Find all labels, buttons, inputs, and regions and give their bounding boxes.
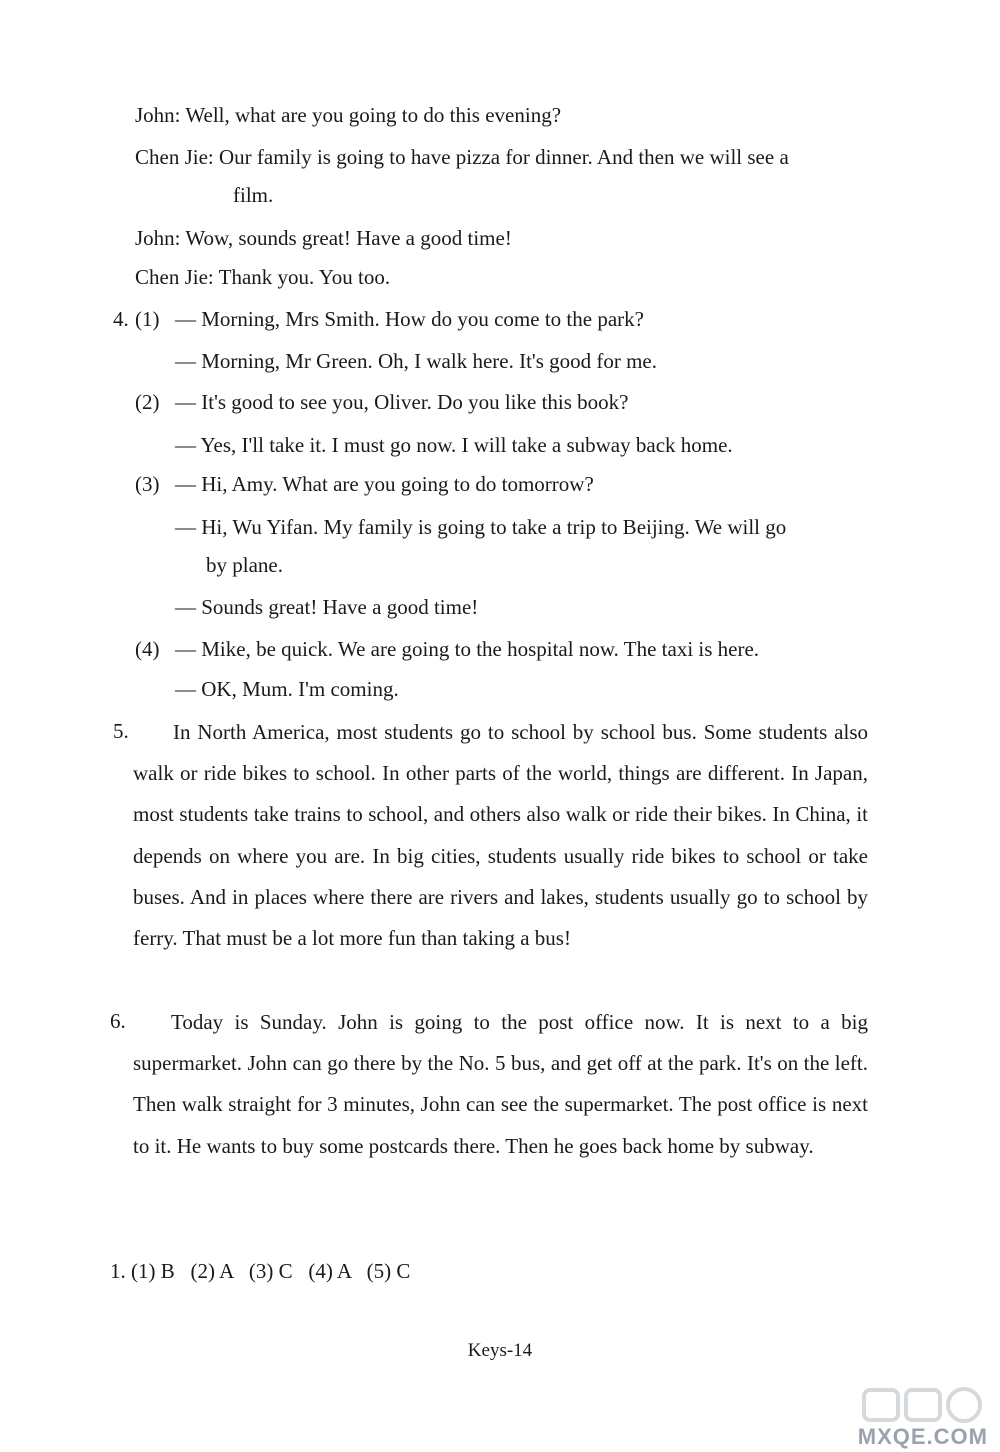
dialogue-line: — Sounds great! Have a good time! <box>175 595 479 619</box>
question-number: 4. <box>113 307 129 331</box>
dialogue-line: Chen Jie: Thank you. You too. <box>135 265 391 289</box>
page-footer: Keys-14 <box>467 1340 533 1361</box>
dialogue-line: Chen Jie: Our family is going to have pizza for dinner. And then we will see a <box>135 145 789 169</box>
dialogue-line: — OK, Mum. I'm coming. <box>175 677 399 701</box>
item-label: (4) <box>135 637 160 661</box>
dialogue-line: — It's good to see you, Oliver. Do you like this book? <box>175 390 629 414</box>
item-label: (3) <box>135 472 160 496</box>
dialogue-line: — Morning, Mrs Smith. How do you come to the park? <box>175 307 644 331</box>
question-number: 5. <box>113 719 129 743</box>
dialogue-line: — Hi, Amy. What are you going to do tomorrow? <box>175 472 594 496</box>
item-label: (2) <box>135 390 160 414</box>
dialogue-line: John: Wow, sounds great! Have a good time! <box>135 226 512 250</box>
answer-key: 1. (1) B (2) A (3) C (4) A (5) C <box>110 1259 411 1283</box>
question-number: 6. <box>110 1009 126 1033</box>
dialogue-line: — Mike, be quick. We are going to the hospital now. The taxi is here. <box>175 637 760 661</box>
dialogue-line: film. <box>233 183 274 207</box>
dialogue-line: — Morning, Mr Green. Oh, I walk here. It's good for me. <box>175 349 658 373</box>
dialogue-line: — Yes, I'll take it. I must go now. I will take a subway back home. <box>175 433 733 457</box>
passage-paragraph: Today is Sunday. John is going to the post office now. It is next to a big supermarket. John can go there by the No. 5 bus, and get off at the park. It's on the left. Then walk straight for 3 minutes, John can see the supermarket. The post office is next to it. He wants to buy some postcards there. Then he goes back home by subway. <box>133 1010 868 1158</box>
item-label: (1) <box>135 307 160 331</box>
passage-paragraph: In North America, most students go to school by school bus. Some students also walk or ride bikes to school. In other parts of the world, things are different. In Japan, most students take trains to school, and others also walk or ride their bikes. In China, it depends on where you are. In big cities, students usually ride bikes to school or take buses. And in places where there are rivers and lakes, students usually go to school by ferry. That must be a lot more fun than taking a bus! <box>133 720 868 951</box>
dialogue-line: by plane. <box>206 553 283 577</box>
dialogue-line: John: Well, what are you going to do this evening? <box>135 103 562 127</box>
watermark-text: MXQE.COM <box>857 1424 988 1449</box>
dialogue-line: — Hi, Wu Yifan. My family is going to take a trip to Beijing. We will go <box>175 515 787 539</box>
